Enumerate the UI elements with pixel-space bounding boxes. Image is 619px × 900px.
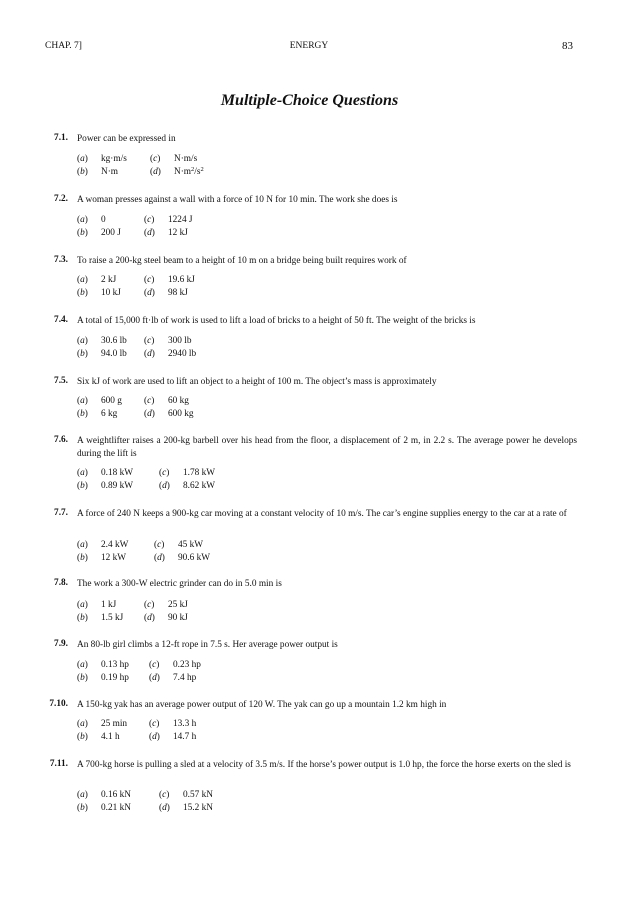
question-text: A total of 15,000 ft·lb of work is used to lift a load of bricks to a height of 50 ft. The weight of the bricks is (77, 316, 476, 326)
option-a: (a) 0 (77, 215, 106, 225)
option-b: (b) 12 kW (77, 553, 127, 563)
option-b: (b) 94.0 lb (77, 349, 127, 359)
chapter-label: CHAP. 7] (45, 41, 82, 51)
question-number: 7.6. (54, 435, 68, 445)
option-c: (c) 0.23 hp (149, 660, 201, 670)
question-number: 7.2. (54, 194, 68, 204)
question-number: 7.3. (54, 255, 68, 265)
question-text: The work a 300-W electric grinder can do in 5.0 min is (77, 579, 282, 589)
option-c: (c) 60 kg (144, 396, 189, 406)
option-c: (c) 0.57 kN (159, 790, 213, 800)
option-a: (a) 0.18 kW (77, 468, 134, 478)
option-d: (d) 90.6 kW (154, 553, 211, 563)
option-d: (d) 14.7 h (149, 732, 197, 742)
option-a: (a) 1 kJ (77, 600, 117, 610)
page-number: 83 (562, 40, 573, 52)
option-d: (d) $N\cdot m^2/s^2$ (150, 166, 204, 177)
question-text: A 150-kg yak has an average power output of 120 W. The yak can go up a mountain 1.2 km high in (77, 700, 447, 710)
option-c: (c) 19.6 kJ (144, 275, 195, 285)
option-c: (c) 25 kJ (144, 600, 188, 610)
option-d: (d) 90 kJ (144, 613, 188, 623)
option-b: (b) 0.21 kN (77, 803, 131, 813)
option-b: (b) 6 kg (77, 409, 118, 419)
option-d: (d) 12 kJ (144, 228, 188, 238)
option-b: (b) N·m (77, 167, 119, 177)
question-number: 7.7. (54, 508, 68, 518)
question-text: A weightlifter raises a 200-kg barbell over his head from the floor, a displacement of 2 m, in 2.2 s. The average power he develops during the lift is (77, 436, 577, 459)
option-d: (d) 15.2 kN (159, 803, 213, 813)
option-a: (a) 2.4 kW (77, 540, 129, 550)
question-text: To raise a 200-kg steel beam to a height of 10 m on a bridge being built requires work of (77, 256, 407, 266)
running-header (45, 41, 573, 55)
option-b: (b) 4.1 h (77, 732, 120, 742)
question-number: 7.9. (54, 639, 68, 649)
question-number: 7.8. (54, 578, 68, 588)
option-d-value: $N\cdot m^2/s^2$ (174, 166, 204, 177)
option-d: (d) 98 kJ (144, 288, 188, 298)
section-label: ENERGY (289, 41, 329, 51)
option-a: (a) 600 g (77, 396, 122, 406)
option-b: (b) 1.5 kJ (77, 613, 124, 623)
option-a: (a) 2 kJ (77, 275, 117, 285)
question-number: 7.1. (54, 133, 68, 143)
option-c: (c) 1224 J (144, 215, 193, 225)
question-text: A 700-kg horse is pulling a sled at a velocity of 3.5 m/s. If the horse’s power output is 1.0 hp, the force the horse exerts on the sled is (77, 760, 571, 770)
option-d: (d) 8.62 kW (159, 481, 216, 491)
option-c: (c) 300 lb (144, 336, 192, 346)
question-text: Six kJ of work are used to lift an object to a height of 100 m. The object’s mass is approximately (77, 377, 437, 387)
option-a: (a) 0.16 kN (77, 790, 131, 800)
question-number: 7.4. (54, 315, 68, 325)
option-a: (a) kg·m/s (77, 154, 127, 164)
option-b: (b) 10 kJ (77, 288, 121, 298)
option-c: (c) N·m/s (150, 154, 198, 164)
option-b: (b) 0.89 kW (77, 481, 134, 491)
option-a: (a) 0.13 hp (77, 660, 129, 670)
question-number: 7.5. (54, 376, 68, 386)
question-text: A force of 240 N keeps a 900-kg car moving at a constant velocity of 10 m/s. The car’s engine supplies energy to the car at a rate of (77, 509, 567, 519)
option-b: (b) 0.19 hp (77, 673, 129, 683)
option-c: (c) 1.78 kW (159, 468, 216, 478)
option-d: (d) 7.4 hp (149, 673, 197, 683)
option-c: (c) 45 kW (154, 540, 204, 550)
question-number: 7.11. (49, 759, 68, 769)
option-d: (d) 600 kg (144, 409, 194, 419)
option-a: (a) 30.6 lb (77, 336, 127, 346)
option-d: (d) 2940 lb (144, 349, 197, 359)
option-c: (c) 13.3 h (149, 719, 197, 729)
section-title: Multiple-Choice Questions (220, 92, 399, 109)
question-number: 7.10. (49, 699, 68, 709)
option-b: (b) 200 J (77, 228, 121, 238)
question-text: A woman presses against a wall with a force of 10 N for 10 min. The work she does is (77, 195, 398, 205)
option-a: (a) 25 min (77, 719, 128, 729)
question-text: An 80-lb girl climbs a 12-ft rope in 7.5 s. Her average power output is (77, 640, 338, 650)
question-text: Power can be expressed in (77, 134, 176, 144)
